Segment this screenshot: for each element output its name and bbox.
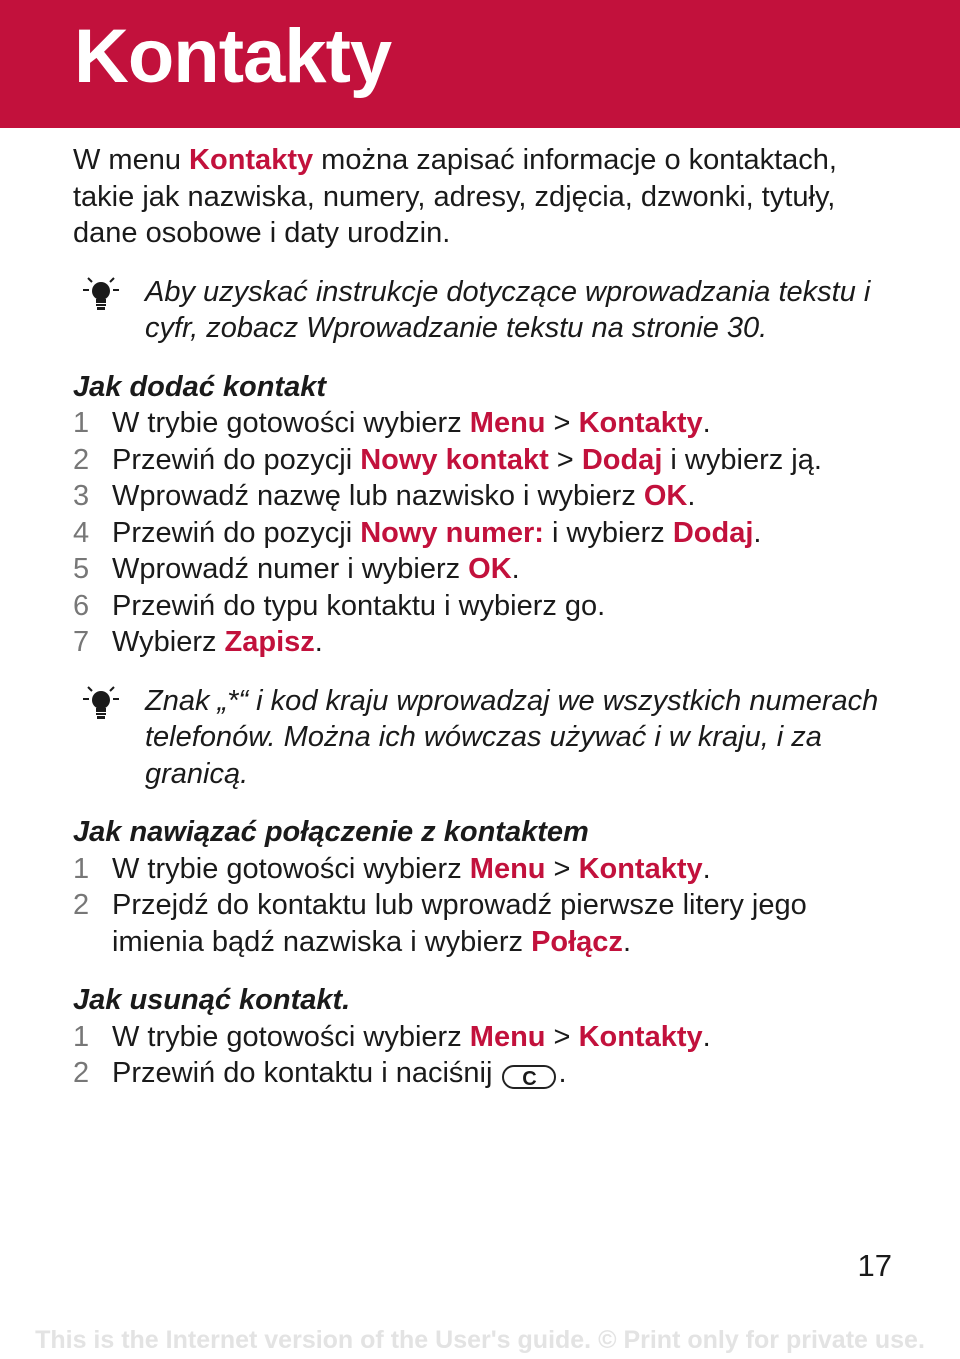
steps-list: [73, 1019, 903, 1092]
footer-notice: This is the Internet version of the User's guide. © Print only for private use.: [35, 1326, 925, 1354]
step-text: W trybie gotowości wybierz: [112, 852, 470, 885]
menu-command: Kontakty: [578, 1020, 703, 1053]
tip-text: Znak „*“ i kod kraju wprowadzaj we wszystkich numerach telefonów. Można ich wówczas używać i w kraju, i za granicą.: [145, 684, 879, 790]
step-text: .: [511, 553, 520, 585]
page-number: 17: [857, 1248, 892, 1283]
step-text: W trybie gotowości wybierz: [112, 407, 470, 439]
step-text: .: [687, 480, 696, 512]
step-text: >: [548, 443, 582, 476]
header-bar: [0, 0, 960, 128]
section-call-contact: [73, 814, 903, 960]
step-text: Przewiń do kontaktu i naciśnij: [112, 1057, 501, 1089]
step-text: Wprowadź numer i wybierz: [112, 553, 469, 585]
menu-command: Zapisz: [224, 626, 315, 658]
tip-2: [73, 683, 903, 793]
step-text: >: [545, 852, 579, 885]
menu-command: Nowy numer:: [360, 516, 544, 549]
step-text: i wybierz: [543, 516, 673, 549]
menu-command: Kontakty: [578, 852, 703, 885]
step-item: [73, 478, 903, 515]
step-item: [73, 887, 903, 960]
step-number: 2: [73, 889, 90, 921]
lightbulb-icon: [83, 685, 119, 721]
step-number: 6: [73, 589, 90, 622]
step-number: 3: [73, 480, 90, 512]
lightbulb-icon: [83, 276, 119, 312]
step-text: Przewiń do pozycji: [112, 516, 361, 549]
menu-command: Menu: [469, 407, 546, 439]
menu-command: Dodaj: [581, 443, 663, 476]
step-number: 1: [73, 1020, 90, 1053]
step-item: [73, 442, 903, 479]
c-key-icon: C: [502, 1065, 556, 1089]
menu-command: Kontakty: [578, 407, 703, 439]
menu-command: Menu: [469, 852, 546, 885]
step-text: Przejdź do kontaktu lub wprowadź pierwsze litery jego imienia bądź nazwiska i wybierz: [112, 889, 807, 958]
step-text: .: [702, 1020, 711, 1053]
step-item: [73, 515, 903, 552]
step-number: 5: [73, 553, 90, 585]
step-item: [73, 551, 903, 588]
step-number: 1: [73, 852, 90, 885]
step-text: .: [622, 925, 631, 958]
intro-highlight: Kontakty: [189, 144, 314, 176]
tip-1: [73, 274, 903, 347]
section-heading: Jak dodać kontakt: [73, 370, 327, 403]
step-text: Przewiń do pozycji: [112, 443, 361, 476]
step-item: [73, 405, 903, 442]
step-text: W trybie gotowości wybierz: [112, 1020, 470, 1053]
intro-paragraph: [73, 142, 903, 252]
step-text: i wybierz ją.: [662, 443, 822, 476]
step-item: [73, 624, 903, 661]
step-text: >: [545, 1020, 579, 1053]
menu-command: Nowy kontakt: [360, 443, 549, 476]
section-add-contact: [73, 369, 903, 661]
step-text: Wybierz: [112, 626, 225, 658]
step-text: .: [702, 852, 711, 885]
step-item: [73, 588, 903, 625]
menu-command: Połącz: [531, 925, 623, 958]
step-number: 1: [73, 407, 90, 439]
content: [73, 142, 903, 1092]
menu-command: Dodaj: [672, 516, 754, 549]
tip-text: Aby uzyskać instrukcje dotyczące wprowadzania tekstu i cyfr, zobacz Wprowadzanie tekstu na stronie 30.: [145, 275, 871, 344]
steps-list: [73, 405, 903, 661]
step-text: .: [314, 626, 323, 658]
menu-command: Menu: [469, 1020, 546, 1053]
section-heading: Jak usunąć kontakt.: [73, 984, 351, 1016]
section-heading: Jak nawiązać połączenie z kontaktem: [73, 816, 589, 848]
step-text: .: [558, 1057, 567, 1089]
step-number: 7: [73, 626, 90, 658]
step-number: 2: [73, 1057, 90, 1089]
page-title: Kontakty: [74, 14, 392, 99]
step-text: .: [753, 516, 762, 549]
step-number: 4: [73, 516, 90, 549]
steps-list: [73, 851, 903, 961]
step-item: [73, 1019, 903, 1056]
step-number: 2: [73, 443, 90, 476]
step-text: Przewiń do typu kontaktu i wybierz go.: [112, 589, 606, 622]
menu-command: OK: [643, 480, 688, 512]
menu-command: OK: [468, 553, 512, 585]
step-text: Wprowadź nazwę lub nazwisko i wybierz: [112, 480, 644, 512]
section-delete-contact: [73, 982, 903, 1092]
step-item: [73, 1055, 903, 1092]
step-text: .: [702, 407, 711, 439]
step-text: >: [545, 407, 579, 439]
intro-text: W menu: [73, 144, 190, 176]
intro-text: można zapisać informacje o kontaktach, takie jak nazwiska, numery, adresy, zdjęcia, dzwonki, tytuły, dane osobowe i daty urodzin.: [73, 144, 837, 249]
step-item: [73, 851, 903, 888]
